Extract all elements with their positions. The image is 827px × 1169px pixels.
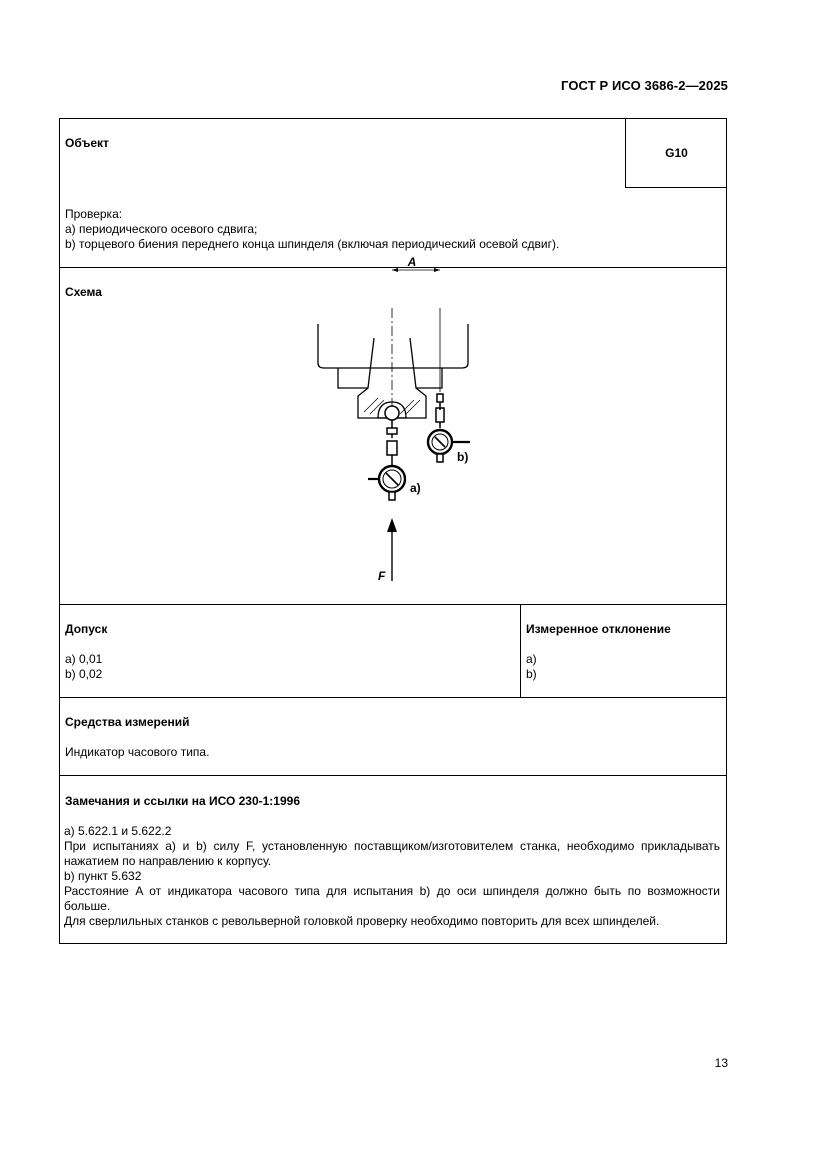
tolerance-item-a: a) 0,01: [65, 652, 103, 666]
scheme-diagram: [60, 255, 728, 598]
instruments-text: Индикатор часового типа.: [65, 745, 210, 759]
check-item-a: a) периодического осевого сдвига;: [65, 222, 258, 236]
notes-line-3: b) пункт 5.632: [64, 869, 142, 883]
indicator-a-label: a): [410, 481, 421, 495]
divider-scheme: [60, 604, 726, 605]
measured-item-a: a): [526, 652, 537, 666]
page-number: 13: [714, 1056, 728, 1070]
object-title: Объект: [65, 136, 109, 150]
divider-tolerance-vertical: [520, 604, 521, 697]
notes-line-4: Расстояние A от индикатора часового типа для испытания b) до оси шпинделя должно быть по возможности больше.: [64, 884, 720, 913]
tolerance-item-b: b) 0,02: [65, 667, 103, 681]
check-item-b: b) торцевого биения переднего конца шпинделя (включая периодический осевой сдвиг).: [65, 237, 560, 251]
measured-item-b: b): [526, 667, 537, 681]
notes-title: Замечания и ссылки на ИСО 230-1:1996: [65, 794, 300, 808]
notes-body: [64, 824, 720, 929]
test-sheet-table: [59, 118, 727, 944]
standard-designation: ГОСТ Р ИСО 3686-2—2025: [561, 78, 728, 93]
object-check-text: [65, 207, 559, 252]
tolerance-values: [65, 652, 102, 682]
dimension-label-A: A: [407, 255, 417, 269]
test-code: G10: [665, 145, 688, 160]
check-label: Проверка:: [65, 207, 123, 221]
measured-title: Измеренное отклонение: [526, 622, 671, 636]
measured-values: [526, 652, 537, 682]
divider-instruments: [60, 775, 726, 776]
notes-line-5: Для сверлильных станков с револьверной головкой проверку необходимо повторить для всех шпинделей.: [64, 914, 660, 928]
instruments-title: Средства измерений: [65, 715, 190, 729]
force-label-F: F: [378, 569, 386, 583]
indicator-b-label: b): [457, 450, 469, 464]
test-code-box: [625, 118, 727, 188]
notes-line-1: a) 5.622.1 и 5.622.2: [64, 824, 172, 838]
scheme-title: Схема: [65, 285, 102, 299]
tolerance-title: Допуск: [65, 622, 108, 636]
notes-line-2: При испытаниях a) и b) силу F, установленную поставщиком/изготовителем станка, необходимо прикладывать нажатием по направлению к корпусу.: [64, 839, 720, 868]
divider-tolerance: [60, 697, 726, 698]
